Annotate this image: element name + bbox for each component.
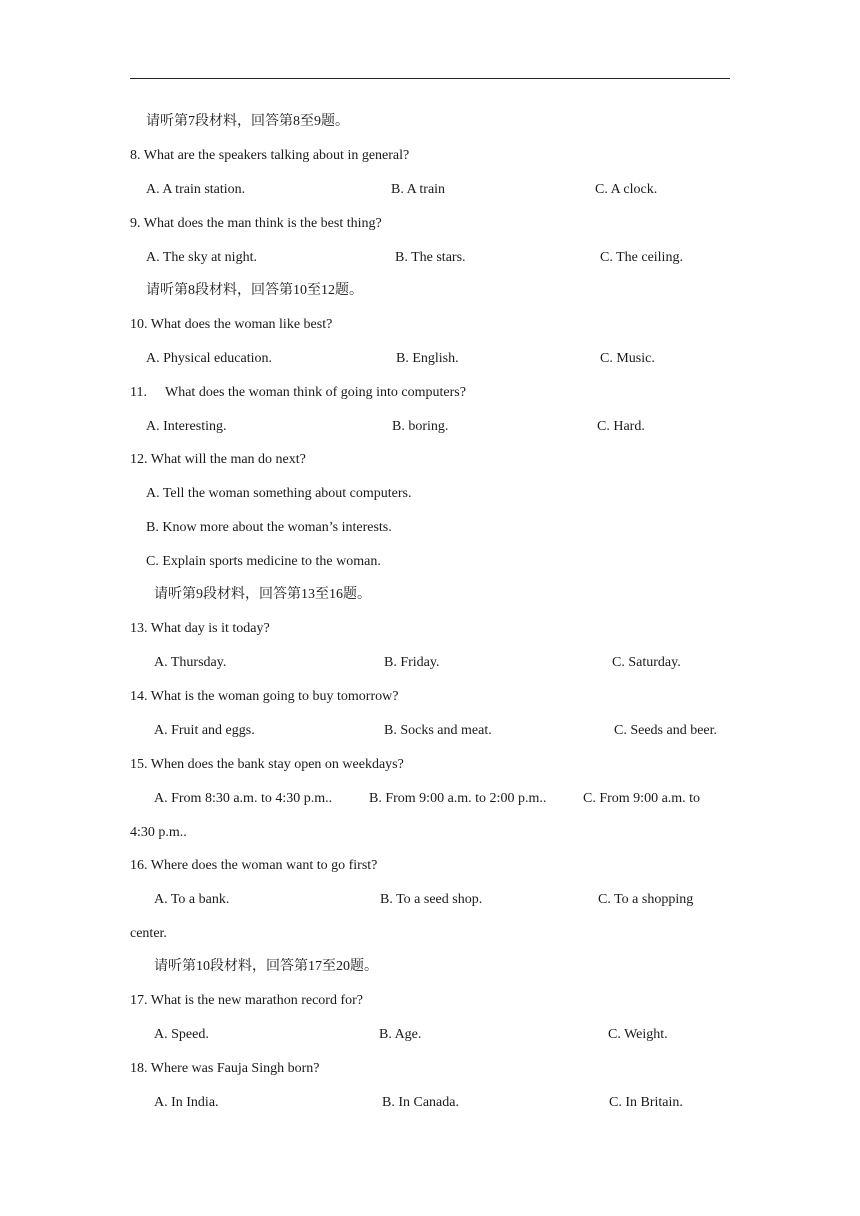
question-10-stem: 10. What does the woman like best? <box>130 317 333 332</box>
question-16-option-c: C. To a shopping <box>598 892 694 907</box>
question-11-option-b: B. boring. <box>392 419 449 434</box>
question-17-option-a: A. Speed. <box>154 1027 209 1042</box>
question-10-option-b: B. English. <box>396 351 459 366</box>
question-12-option-c: C. Explain sports medicine to the woman. <box>146 554 381 569</box>
question-9-option-a: A. The sky at night. <box>146 250 257 265</box>
question-17-option-c: C. Weight. <box>608 1027 668 1042</box>
question-13-stem: 13. What day is it today? <box>130 621 270 636</box>
question-18-option-a: A. In India. <box>154 1095 219 1110</box>
question-14-option-a: A. Fruit and eggs. <box>154 723 255 738</box>
question-17-option-b: B. Age. <box>379 1027 422 1042</box>
question-18-option-b: B. In Canada. <box>382 1095 459 1110</box>
question-9-option-c: C. The ceiling. <box>600 250 683 265</box>
question-15-option-a: A. From 8:30 a.m. to 4:30 p.m.. <box>154 791 333 806</box>
question-15-option-b: B. From 9:00 a.m. to 2:00 p.m.. <box>369 791 547 806</box>
question-11-option-a: A. Interesting. <box>146 419 227 434</box>
question-15-option-c-continued: 4:30 p.m.. <box>130 825 187 840</box>
question-16-option-c-continued: center. <box>130 926 167 941</box>
question-17-stem: 17. What is the new marathon record for? <box>130 993 363 1008</box>
question-14-stem: 14. What is the woman going to buy tomorrow? <box>130 689 399 704</box>
question-11-stem: What does the woman think of going into computers? <box>165 385 466 400</box>
question-10-option-a: A. Physical education. <box>146 351 272 366</box>
question-15-option-c: C. From 9:00 a.m. to <box>583 791 701 806</box>
question-18-stem: 18. Where was Fauja Singh born? <box>130 1061 320 1076</box>
question-8-stem: 8. What are the speakers talking about in general? <box>130 148 410 163</box>
question-14-option-b: B. Socks and meat. <box>384 723 492 738</box>
question-10-option-c: C. Music. <box>600 351 655 366</box>
question-13-option-a: A. Thursday. <box>154 655 227 670</box>
question-11-number: 11. <box>130 385 147 400</box>
section-heading-10: 请听第10段材料，回答第17至20题。 <box>154 959 378 974</box>
question-12-option-a: A. Tell the woman something about computers. <box>146 486 412 501</box>
question-13-option-b: B. Friday. <box>384 655 440 670</box>
question-13-option-c: C. Saturday. <box>612 655 681 670</box>
question-16-stem: 16. Where does the woman want to go first? <box>130 858 378 873</box>
section-heading-7: 请听第7段材料，回答第8至9题。 <box>146 114 349 129</box>
question-16-option-a: A. To a bank. <box>154 892 230 907</box>
section-heading-9: 请听第9段材料，回答第13至16题。 <box>154 587 371 602</box>
question-9-stem: 9. What does the man think is the best thing? <box>130 216 382 231</box>
question-12-stem: 12. What will the man do next? <box>130 452 306 467</box>
header-rule <box>130 78 730 79</box>
question-15-stem: 15. When does the bank stay open on weekdays? <box>130 757 404 772</box>
question-16-option-b: B. To a seed shop. <box>380 892 483 907</box>
question-8-option-c: C. A clock. <box>595 182 658 197</box>
question-8-option-b: B. A train <box>391 182 446 197</box>
question-11-option-c: C. Hard. <box>597 419 645 434</box>
question-18-option-c: C. In Britain. <box>609 1095 683 1110</box>
question-14-option-c: C. Seeds and beer. <box>614 723 718 738</box>
question-12-option-b: B. Know more about the woman’s interests. <box>146 520 392 535</box>
section-heading-8: 请听第8段材料，回答第10至12题。 <box>146 283 363 298</box>
question-9-option-b: B. The stars. <box>395 250 466 265</box>
question-8-option-a: A. A train station. <box>146 182 246 197</box>
